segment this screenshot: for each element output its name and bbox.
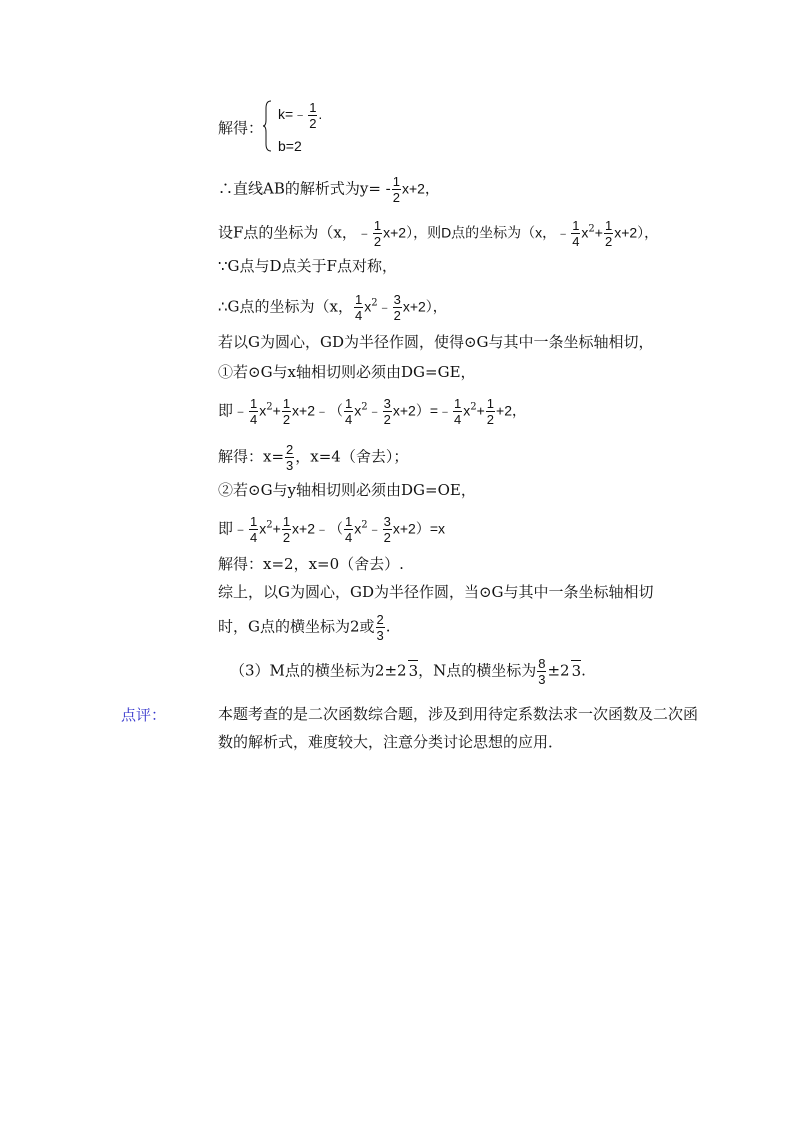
line-ab-equation: ∴直线AB的解析式为y= - $\frac{1}{2}$ x+2， <box>218 174 439 205</box>
circle-condition: 若以G为圆心，GD为半径作圆，使得⊙G与其中一条坐标轴相切， <box>218 333 654 351</box>
conclusion-2: 时，G点的横坐标为2或 $\frac{2}{3}$ . <box>218 612 391 643</box>
left-brace <box>262 100 272 152</box>
case-1-equation: 即﹣ $\frac{1}{4}$ $x^2+$ $\frac{1}{2}$ x+2﹣（ $\frac{1}{4}$ $x^2﹣$ $\frac{3}{2}$ x+2）=﹣ $\frac{1}{4}$ $x^2+$ $\frac{1}{2}$ +2， <box>218 396 526 427</box>
eq-k: k=﹣ $\frac{1}{2}$ . <box>278 100 323 131</box>
solve-label: 解得： <box>218 119 264 137</box>
conclusion-1: 综上，以G为圆心，GD为半径作圆，当⊙G与其中一条坐标轴相切 <box>218 583 654 601</box>
symmetry-statement: ∵G点与D点关于F点对称， <box>218 257 397 275</box>
part-3-answer: （3）M点的横坐标为2±2 3，N点的横坐标为 $\frac{8}{3}$ ±2 3. <box>230 656 586 687</box>
case-2-solution: 解得：x=2，x=0（舍去）. <box>218 555 404 573</box>
case-2: ②若⊙G与y轴相切则必须由DG=OE， <box>218 481 476 499</box>
comment-text: 本题考查的是二次函数综合题，涉及到用待定系数法求一次函数及二次函数的解析式，难度较大，注意分类讨论思想的应用． <box>218 705 699 751</box>
fd-coordinates: 设F点的坐标为（x，﹣ $\frac{1}{2}$ x+2），则D点的坐标为（x，﹣ $\frac{1}{4}$ $x^2+$ $\frac{1}{2}$ x+2）， <box>218 218 659 249</box>
case-1: ①若⊙G与x轴相切则必须由DG=GE， <box>218 363 476 381</box>
case-1-solution: 解得：x= $\frac{2}{3}$ ，x=4（舍去）； <box>218 442 409 473</box>
case-2-equation: 即﹣ $\frac{1}{4}$ $x^2+$ $\frac{1}{2}$ x+2﹣（ $\frac{1}{4}$ $x^2﹣$ $\frac{3}{2}$ x+2）=x <box>218 514 445 545</box>
eq-b: b=2 <box>278 138 302 154</box>
comment-label: 点评： <box>121 706 167 724</box>
g-coordinates: ∴G点的坐标为（x， $\frac{1}{4}$ $x^2﹣$ $\frac{3}{2}$ x+2）， <box>218 292 447 323</box>
